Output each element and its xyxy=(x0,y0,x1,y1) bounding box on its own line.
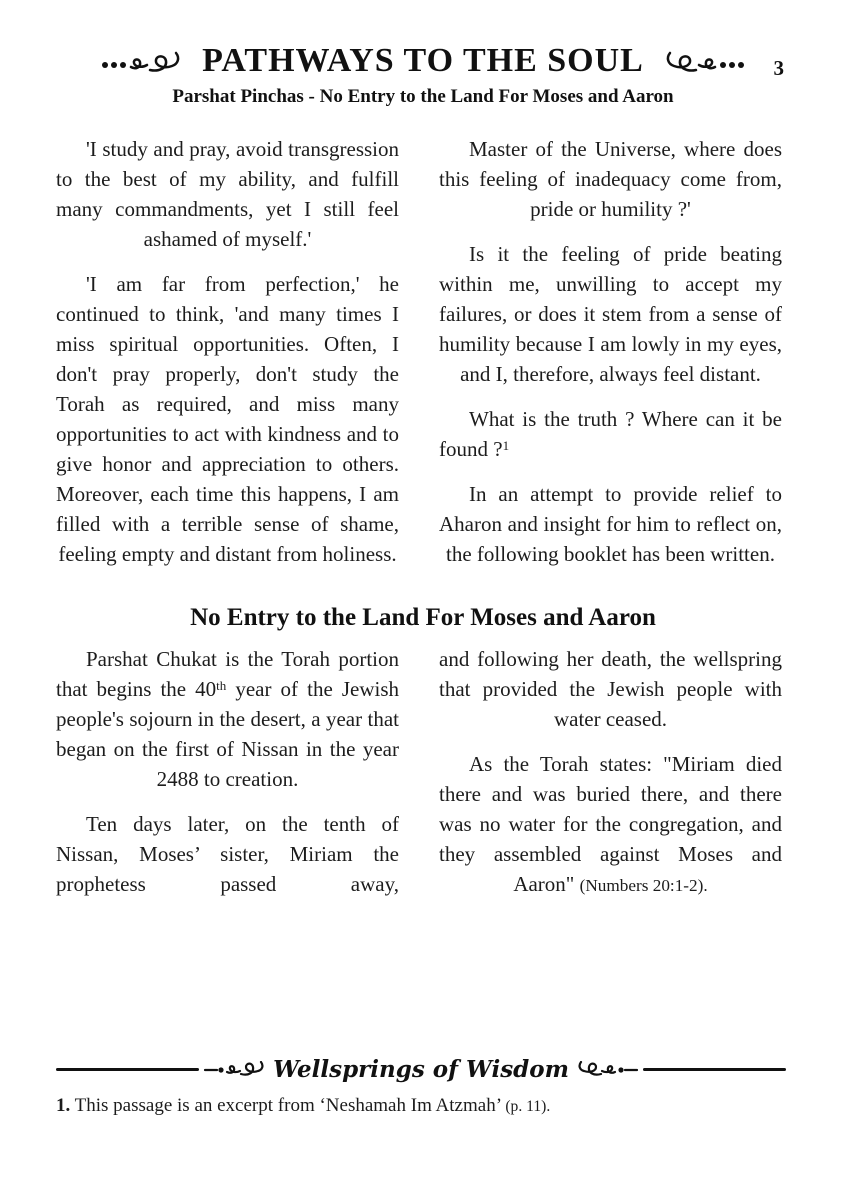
rule-dot-scroll-flourish-mirrored-icon xyxy=(577,1061,639,1079)
main-right-column xyxy=(439,644,782,916)
scroll-flourish-icon xyxy=(100,48,192,74)
paragraph: 'I study and pray, avoid transgression to the best of my ability, and fulfill many commandments, yet I still feel ashamed of myself.' xyxy=(56,137,399,251)
section-heading: No Entry to the Land For Moses and Aaron xyxy=(190,604,656,631)
main-left-column xyxy=(56,644,399,916)
paragraph: What is the truth ? Where can it be found ?$^1$ xyxy=(439,407,782,461)
paragraph: Ten days later, on the tenth of Nissan, Moses’ sister, Miriam the prophetess passed away, xyxy=(56,812,399,896)
page-title: PATHWAYS TO THE SOUL xyxy=(202,42,644,79)
paragraph: Parshat Chukat is the Torah portion that begins the 40th year of the Jewish people's sojourn in the desert, a year that began on the first of Nissan in the year 2488 to creation. xyxy=(56,647,399,791)
page-footer xyxy=(56,1058,786,1120)
rule-dot-scroll-flourish-icon xyxy=(203,1061,265,1079)
footer-rule-left xyxy=(56,1068,199,1071)
footnote xyxy=(56,1093,786,1120)
scroll-flourish-mirrored-icon xyxy=(654,48,746,74)
intro-section xyxy=(0,134,846,584)
paragraph: 'I am far from perfection,' he continued to think, 'and many times I miss spiritual opportunities. Often, I don't pray properly, don't study the Torah as required, and miss many opportunities to act with kindness and to give honor and appreciation to others. Moreover, each time this happens, I am filled with a terrible sense of shame, feeling empty and distant from holiness. xyxy=(56,272,399,566)
intro-left-column xyxy=(56,134,399,584)
paragraph: Master of the Universe, where does this feeling of inadequacy come from, pride or humility ?' xyxy=(439,137,782,221)
paragraph: and following her death, the wellspring that provided the Jewish people with water ceased. xyxy=(439,647,782,731)
wellsprings-ornament-text: Wellsprings of Wisdom xyxy=(273,1056,569,1083)
intro-right-column xyxy=(439,134,782,584)
paragraph: As the Torah states: "Miriam died there and was buried there, and there was no water for the congregation, and they assembled against Moses and Aaron" (Numbers 20:1-2). xyxy=(439,752,782,896)
page-header xyxy=(0,0,846,78)
paragraph: 1. This passage is an excerpt from ‘Neshamah Im Atzmah’ (p. 11). xyxy=(56,1095,551,1116)
paragraph: In an attempt to provide relief to Aharon and insight for him to reflect on, the following booklet has been written. xyxy=(439,482,782,566)
footer-divider xyxy=(56,1058,786,1081)
main-section xyxy=(0,644,846,916)
page-subtitle: Parshat Pinchas - No Entry to the Land For Moses and Aaron xyxy=(172,86,674,107)
paragraph: Is it the feeling of pride beating within me, unwilling to accept my failures, or does it stem from a sense of humility because I am lowly in my eyes, and I, therefore, always feel distant. xyxy=(439,242,782,386)
page-number: 3 xyxy=(773,56,784,80)
footer-rule-right xyxy=(643,1068,786,1071)
